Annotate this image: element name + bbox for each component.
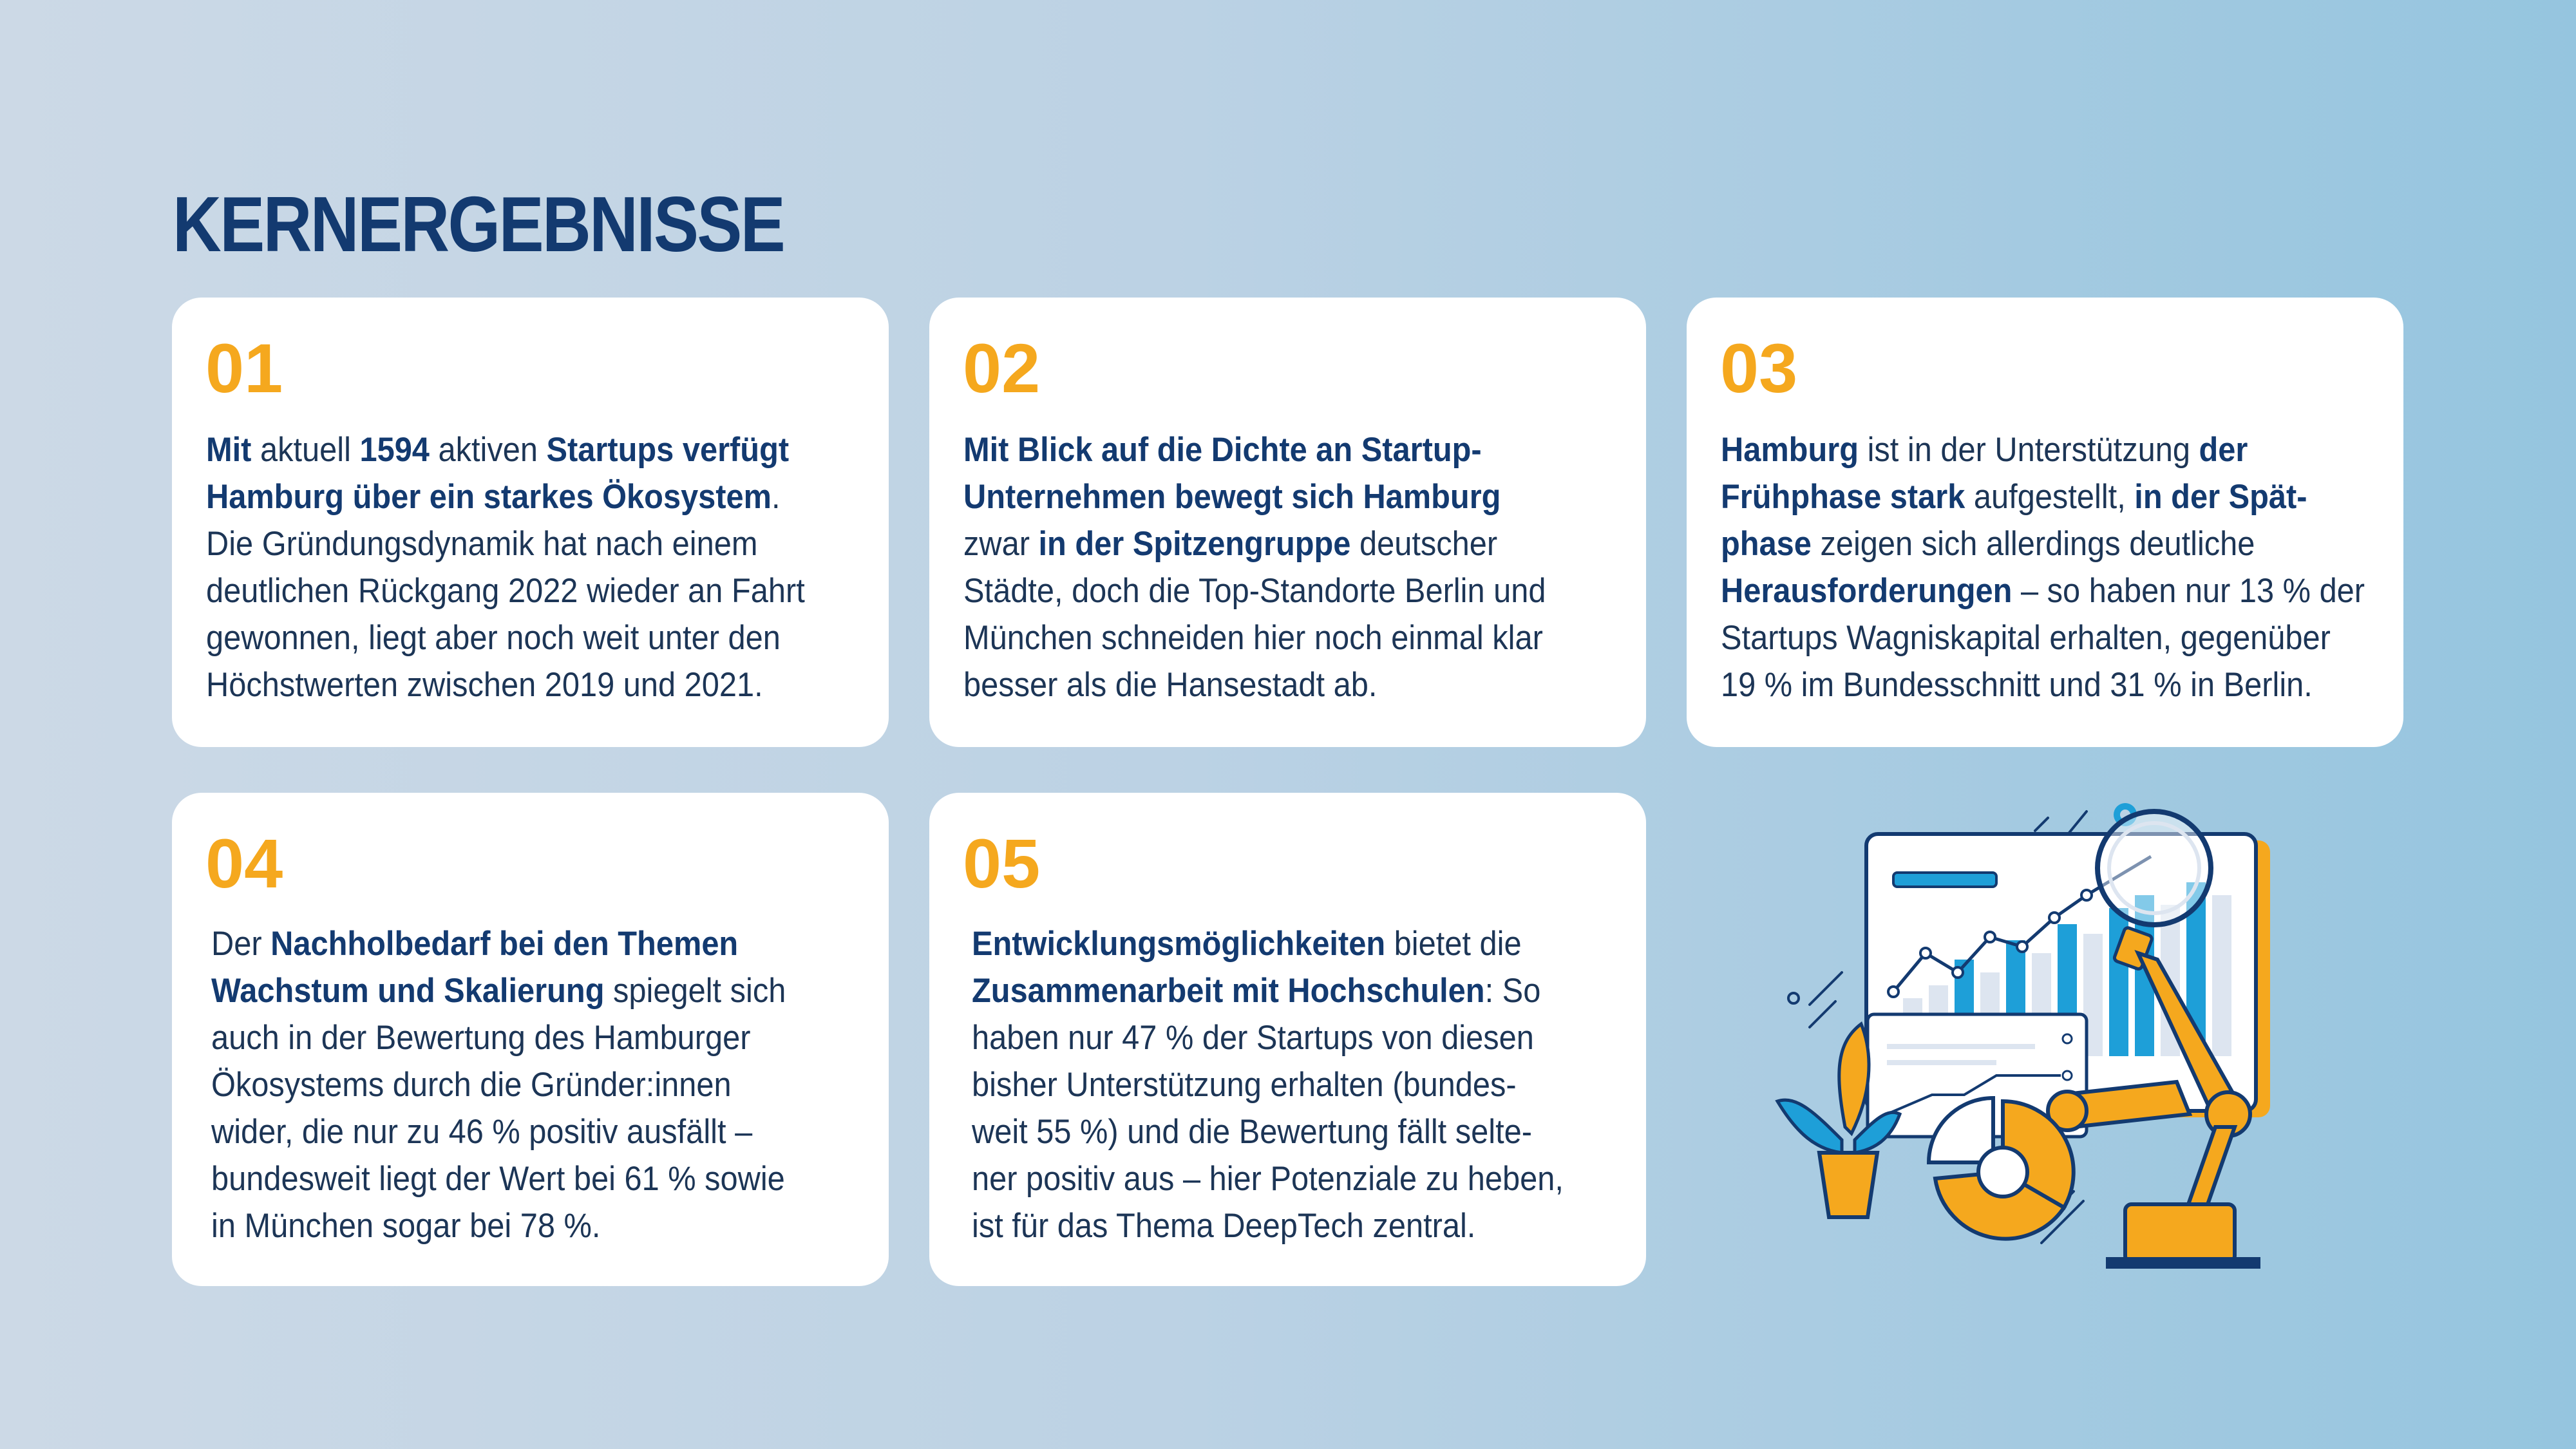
body-text: ist in der Unterstützung [1859,431,2199,469]
highlight-text: phase [1721,525,1812,563]
result-card-02 [929,298,1646,747]
highlight-text: Unternehmen bewegt sich Hamburg [963,478,1501,516]
body-text: auch in der Bewertung des Hamburger [211,1019,751,1057]
card-text [206,426,805,708]
highlight-text: Zusammenarbeit mit Hochschulen [972,972,1485,1010]
body-text: . [772,478,781,516]
body-text: – so haben nur 13 % der [2012,572,2365,610]
body-text: bundesweit liegt der Wert bei 61 % sowie [211,1160,785,1198]
body-text: zwar [963,525,1039,563]
highlight-text: der [2199,431,2248,469]
card-text [972,920,1564,1249]
highlight-text: Hamburg [1721,431,1859,469]
highlight-text: Mit [206,431,252,469]
body-text: ner positiv aus – hier Potenziale zu heben, [972,1160,1564,1198]
body-text: : So [1484,972,1541,1010]
highlight-text: Frühphase stark [1721,478,1965,516]
body-text: spiegelt sich [604,972,786,1010]
card-text [963,426,1546,708]
body-text: Die Gründungsdynamik hat nach einem [206,525,758,563]
highlight-text: Hamburg über ein starkes Ökosystem [206,478,772,516]
result-card-01 [172,298,889,747]
body-text: weit 55 %) und die Bewertung fällt selte- [972,1113,1533,1151]
body-text: deutscher [1350,525,1498,563]
card-number: 05 [963,824,1041,902]
body-text: Ökosystems durch die Gründer:innen [211,1066,732,1104]
body-text: ist für das Thema DeepTech zentral. [972,1207,1476,1245]
body-text: München schneiden hier noch einmal klar [963,619,1543,657]
highlight-text: in der Spitzengruppe [1038,525,1351,563]
body-text: in München sogar bei 78 %. [211,1207,601,1245]
body-text: bisher Unterstützung erhalten (bundes- [972,1066,1517,1104]
card-number: 03 [1720,329,1798,407]
result-card-04 [172,793,889,1286]
card-number: 01 [205,329,283,407]
highlight-text: Mit Blick auf die Dichte an Startup- [963,431,1482,469]
body-text: aktuell [251,431,360,469]
highlight-text: Entwicklungsmöglichkeiten [972,925,1386,963]
body-text: besser als die Hansestadt ab. [963,666,1378,704]
body-text: deutlichen Rückgang 2022 wieder an Fahrt [206,572,805,610]
body-text: Städte, doch die Top-Standorte Berlin und [963,572,1546,610]
card-text [1721,426,2365,708]
body-text: gewonnen, liegt aber noch weit unter den [206,619,781,657]
body-text: haben nur 47 % der Startups von diesen [972,1019,1534,1057]
body-text: aufgestellt, [1965,478,2135,516]
card-number: 02 [963,329,1041,407]
body-text: Der [211,925,271,963]
highlight-text: Wachstum und Skalierung [211,972,605,1010]
body-text: Höchstwerten zwischen 2019 und 2021. [206,666,763,704]
card-number: 04 [205,824,283,902]
highlight-text: 1594 [359,431,430,469]
body-text: wider, die nur zu 46 % positiv ausfällt – [211,1113,753,1151]
highlight-text: in der Spät- [2134,478,2307,516]
highlight-text: Herausforderungen [1721,572,2012,610]
body-text: bietet die [1385,925,1522,963]
result-card-05 [929,793,1646,1286]
page-title: KERNERGEBNISSE [173,180,784,268]
highlight-text: Nachholbedarf bei den Themen [270,925,739,963]
body-text: Startups Wagniskapital erhalten, gegenüber [1721,619,2331,657]
body-text: zeigen sich allerdings deutliche [1811,525,2255,563]
analytics-illustration [1739,792,2286,1282]
body-text: aktiven [429,431,547,469]
result-card-03 [1687,298,2403,747]
body-text: 19 % im Bundesschnitt und 31 % in Berlin. [1721,666,2313,704]
pie-chart-icon [1929,1098,2074,1239]
highlight-text: Startups verfügt [546,431,790,469]
card-text [211,920,786,1249]
